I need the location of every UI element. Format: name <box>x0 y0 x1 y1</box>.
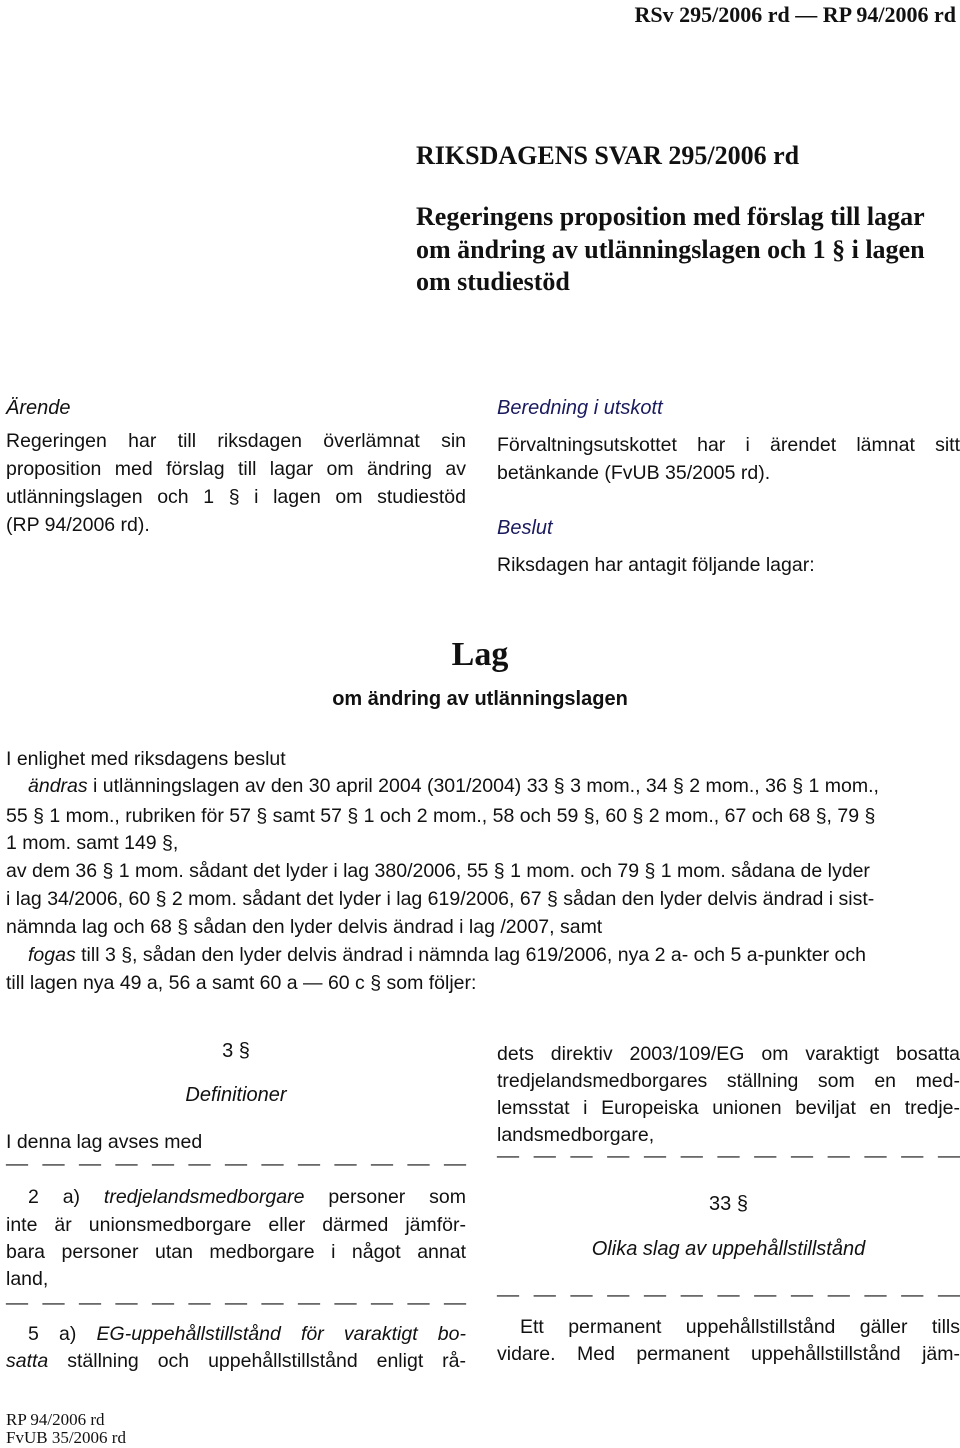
lag-line-8 <box>6 969 960 998</box>
lag-line-6-text: nämnda lag och 68 § sådan den lyder delvis ändrad i lag /2007, samt <box>6 916 603 938</box>
lag-line-8-text: till lagen nya 49 a, 56 a samt 60 a — 60 c § som följer: <box>6 972 477 994</box>
item2-omission-dashes: — — — — — — — — — — — — — <box>6 1289 466 1314</box>
arende-line-4: (RP 94/2006 rd). <box>6 514 150 536</box>
section33-omission-dashes: — — — — — — — — — — — — — <box>497 1281 960 1306</box>
lag-intro: I enlighet med riksdagens beslut <box>6 748 286 770</box>
beslut-heading: Beslut <box>497 517 553 539</box>
section33-number: 33 § <box>709 1193 748 1215</box>
item5-term-end: satta <box>6 1350 49 1372</box>
section3-omission-dashes: — — — — — — — — — — — — — <box>6 1150 466 1175</box>
lag-line-4 <box>6 857 960 886</box>
item2-line-1-pre: 2 a) <box>28 1186 104 1208</box>
section33-heading: Olika slag av uppehållstillstånd <box>591 1238 866 1260</box>
lag-line-3-text: 1 mom. samt 149 §, <box>6 832 179 854</box>
item5-line-1 <box>28 1320 466 1349</box>
section3-number: 3 § <box>222 1040 250 1062</box>
subtitle-line-2: om ändring av utlänningslagen och 1 § i lagen <box>416 235 925 264</box>
document-title: RIKSDAGENS SVAR 295/2006 rd <box>416 141 800 170</box>
subtitle-line-1: Regeringens proposition med förslag till lagar <box>416 202 925 231</box>
lag-line-1-text: i utlänningslagen av den 30 april 2004 (301/2004) 33 § 3 mom., 34 § 2 mom., 36 § 1 mom., <box>87 775 879 797</box>
lag-line-6 <box>6 913 960 942</box>
right-cont-line-2: tredjelandsmedborgares ställning som en med- <box>497 1070 960 1092</box>
lag-title: Lag <box>451 636 509 673</box>
item5-line-1-pre: 5 a) <box>28 1323 97 1345</box>
beredning-heading: Beredning i utskott <box>497 397 663 419</box>
item2-line-3: bara personer utan medborgare i något annat <box>6 1241 466 1263</box>
subtitle-line-3: om studiestöd <box>416 267 570 296</box>
footer-ref-2: FvUB 35/2006 rd <box>6 1428 126 1447</box>
item5-line-2-post: ställning och uppehållstillstånd enligt rå- <box>48 1350 466 1372</box>
item2-line-4: land, <box>6 1268 49 1290</box>
footer-ref-1: RP 94/2006 rd <box>6 1410 105 1429</box>
running-header: RSv 295/2006 rd — RP 94/2006 rd <box>634 2 956 27</box>
lag-line-7-text: till 3 §, sådan den lyder delvis ändrad i nämnda lag 619/2006, nya 2 a- och 5 a-punkter och <box>75 944 866 966</box>
section3-intro: I denna lag avses med <box>6 1131 203 1153</box>
lag-line-7-lead: fogas <box>28 944 76 966</box>
item5-term: EG-uppehållstillstånd för varaktigt bo- <box>96 1323 466 1345</box>
lag-line-1-lead: ändras <box>28 775 88 797</box>
section33-line-1: Ett permanent uppehållstillstånd gäller tills <box>520 1316 960 1338</box>
beredning-line-1: Förvaltningsutskottet har i ärendet lämnat sitt <box>497 434 960 456</box>
arende-line-2: proposition med förslag till lagar om ändring av <box>6 458 466 480</box>
lag-line-2 <box>6 802 960 831</box>
lag-line-4-text: av dem 36 § 1 mom. sådant det lyder i lag 380/2006, 55 § 1 mom. och 79 § 1 mom. sådana de lyder <box>6 860 870 882</box>
lag-line-2-text: 55 § 1 mom., rubriken för 57 § samt 57 § 1 och 2 mom., 58 och 59 §, 60 § 2 mom., 67 och 68 §, 79 § <box>6 805 876 827</box>
lag-line-1 <box>28 772 960 801</box>
lag-line-3 <box>6 829 960 858</box>
right-omission-dashes: — — — — — — — — — — — — — <box>497 1142 960 1167</box>
arende-heading: Ärende <box>6 397 71 419</box>
right-cont-line-1: dets direktiv 2003/109/EG om varaktigt bosatta <box>497 1043 960 1065</box>
section33-line-2: vidare. Med permanent uppehållstillstånd jäm- <box>497 1343 960 1365</box>
right-cont-line-3: lemsstat i Europeiska unionen beviljat en tredje- <box>497 1097 960 1119</box>
arende-line-3: utlänningslagen och 1 § i lagen om studiestöd <box>6 486 466 508</box>
right-cont-line-4: landsmedborgare, <box>497 1124 655 1146</box>
arende-line-1: Regeringen har till riksdagen överlämnat sin <box>6 430 466 452</box>
item2-line-2: inte är unionsmedborgare eller därmed jämför- <box>6 1214 466 1236</box>
item2-line-1 <box>28 1183 466 1212</box>
item2-term: tredjelandsmedborgare <box>103 1186 305 1208</box>
lag-line-5 <box>6 885 960 914</box>
item2-line-1-post: personer som <box>304 1186 466 1208</box>
lag-line-5-text: i lag 34/2006, 60 § 2 mom. sådant det lyder i lag 619/2006, 67 § sådan den lyder delvis ändrad i sist- <box>6 888 875 910</box>
beslut-text: Riksdagen har antagit följande lagar: <box>497 554 815 576</box>
item5-line-2 <box>6 1347 466 1376</box>
lag-subtitle: om ändring av utlänningslagen <box>332 688 628 710</box>
lag-line-7 <box>28 941 960 970</box>
beredning-line-2: betänkande (FvUB 35/2005 rd). <box>497 462 771 484</box>
section3-heading: Definitioner <box>185 1084 287 1106</box>
